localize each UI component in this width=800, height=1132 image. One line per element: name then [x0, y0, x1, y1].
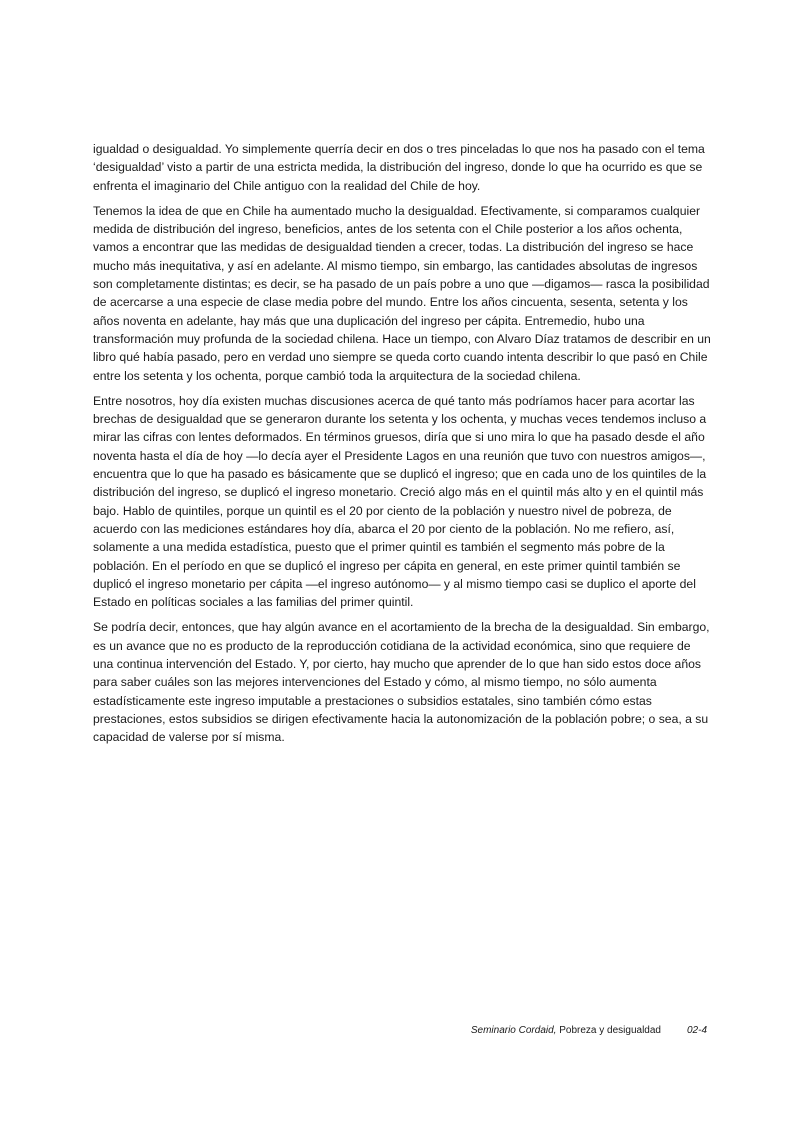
page-footer [471, 1025, 707, 1036]
paragraph-2: Tenemos la idea de que en Chile ha aumentado mucho la desigualdad. Efectivamente, si comparamos cualquier medida de distribución del ingreso, beneficios, antes de los setenta con el Chile posterior a los años ochenta, vamos a encontrar que las medidas de desigualdad tienden a crecer, todas. La distribución del ingreso se hace mucho más inequitativa, y así en adelante. Al mismo tiempo, sin embargo, las cantidades absolutas de ingresos son completamente distintas; es decir, se ha pasado de un país pobre a uno que —digamos— rasca la posibilidad de acercarse a una especie de clase media pobre del mundo. Entre los años cincuenta, sesenta, setenta y los años noventa en adelante, hay más que una duplicación del ingreso per cápita. Entremedio, hubo una transformación muy profunda de la sociedad chilena. Hace un tiempo, con Alvaro Díaz tratamos de describir en un libro qué había pasado, pero en verdad uno siempre se queda corto cuando intenta describir lo que pasó en Chile entre los setenta y los ochenta, porque cambió toda la arquitectura de la sociedad chilena. [93, 203, 711, 383]
paragraph-4: Se podría decir, entonces, que hay algún avance en el acortamiento de la brecha de la desigualdad. Sin embargo, es un avance que no es producto de la reproducción cotidiana de la actividad económica, sino que requiere de una continua intervención del Estado. Y, por cierto, hay mucho que aprender de lo que han sido estos doce años para saber cuáles son las mejores intervenciones del Estado y cómo, al mismo tiempo, no sólo aumenta estadísticamente este ingreso imputable a prestaciones o subsidios estatales, sino también cómo estas prestaciones, estos subsidios se dirigen efectivamente hacia la autonomización de la población pobre; o sea, a su capacidad de valerse por sí misma. [93, 620, 710, 745]
page-number: 02-4 [686, 1025, 707, 1036]
footer-source-title: Seminario Cordaid, [470, 1025, 557, 1036]
paragraph-1: igualdad o desigualdad. Yo simplemente querría decir en dos o tres pinceladas lo que nos ha pasado con el tema ‘desigualdad’ visto a partir de una estricta medida, la distribución del ingreso, donde lo que ha ocurrido es que se enfrenta el imaginario del Chile antiguo con la realidad del Chile de hoy. [93, 142, 705, 193]
body-text [93, 140, 713, 754]
paragraph-3: Entre nosotros, hoy día existen muchas discusiones acerca de qué tanto más podríamos hacer para acortar las brechas de desigualdad que se generaron durante los setenta y los ochenta, y muchas veces tendemos incluso a mirar las cifras con lentes deformados. En términos gruesos, diría que si uno mira lo que ha pasado desde el año noventa hasta el día de hoy —lo decía ayer el Presidente Lagos en una reunión que tuvo con nuestros amigos—, encuentra que lo que ha pasado es básicamente que se duplicó el ingreso; que en cada uno de los quintiles de la distribución del ingreso, se duplicó el ingreso monetario. Creció algo más en el quintil más alto y en el quintil más bajo. Hablo de quintiles, porque un quintil es el 20 por ciento de la población y nuestro nivel de pobreza, de acuerdo con las mediciones estándares hoy día, abarca el 20 por ciento de la población. No me refiero, así, solamente a una medida estadística, puesto que el primer quintil es también el segmento más pobre de la población. En el período en que se duplicó el ingreso per cápita en general, en este primer quintil también se duplicó el ingreso monetario per cápita —el ingreso autónomo— y al mismo tiempo casi se duplico el aporte del Estado en políticas sociales a las familias del primer quintil. [93, 393, 707, 610]
footer-source-subtitle: Pobreza y desigualdad [556, 1025, 661, 1036]
